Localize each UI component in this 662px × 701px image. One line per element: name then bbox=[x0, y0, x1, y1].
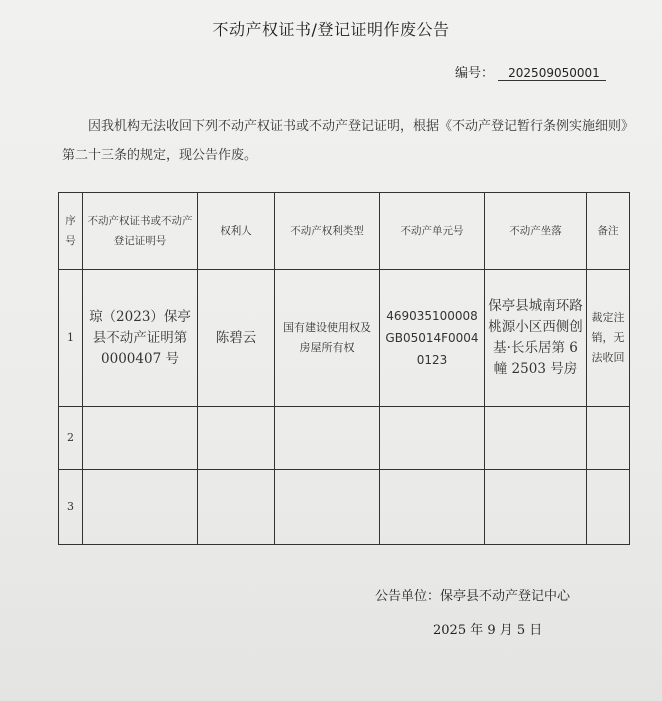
cell-remark bbox=[587, 407, 630, 470]
intro-paragraph: 因我机构无法收回下列不动产权证书或不动产登记证明，根据《不动产登记暂行条例实施细则》第二十三条的规定，现公告作废。 bbox=[62, 119, 628, 163]
header-location: 不动产坐落 bbox=[485, 193, 587, 270]
cell-holder bbox=[198, 470, 275, 545]
cell-location bbox=[485, 470, 587, 545]
document-number-value: 202509050001 bbox=[498, 66, 606, 81]
cell-cert-no: 琼（2023）保亭县不动产证明第 0000407 号 bbox=[83, 270, 198, 407]
cell-unit-no bbox=[380, 407, 485, 470]
header-index: 序号 bbox=[59, 193, 83, 270]
cell-right-type: 国有建设使用权及房屋所有权 bbox=[275, 270, 380, 407]
cell-remark: 裁定注销，无法收回 bbox=[587, 270, 630, 407]
header-cert-no: 不动产权证书或不动产登记证明号 bbox=[83, 193, 198, 270]
cell-cert-no bbox=[83, 470, 198, 545]
cell-right-type bbox=[275, 470, 380, 545]
table-row bbox=[59, 270, 630, 407]
cell-unit-no: 469035100008GB05014F00040123 bbox=[380, 270, 485, 407]
cell-index: 2 bbox=[59, 407, 83, 470]
cell-holder bbox=[198, 407, 275, 470]
table-row bbox=[59, 407, 630, 470]
cell-location: 保亭县城南环路桃源小区西侧创基·长乐居第 6 幢 2503 号房 bbox=[485, 270, 587, 407]
table-header-row bbox=[59, 193, 630, 270]
cell-location bbox=[485, 407, 587, 470]
cell-right-type bbox=[275, 407, 380, 470]
document-number-label: 编号： bbox=[455, 66, 495, 81]
document-title: 不动产权证书/登记证明作废公告 bbox=[212, 20, 450, 39]
cell-index: 1 bbox=[59, 270, 83, 407]
cell-cert-no bbox=[83, 407, 198, 470]
issuing-organization: 公告单位：保亭县不动产登记中心 bbox=[375, 589, 571, 604]
cell-unit-no bbox=[380, 470, 485, 545]
cell-index: 3 bbox=[59, 470, 83, 545]
cell-remark bbox=[587, 470, 630, 545]
void-notice-table bbox=[58, 192, 630, 545]
cell-holder: 陈碧云 bbox=[198, 270, 275, 407]
header-remark: 备注 bbox=[587, 193, 630, 270]
header-unit-no: 不动产单元号 bbox=[380, 193, 485, 270]
document-number bbox=[455, 62, 606, 81]
issue-date: 2025 年 9 月 5 日 bbox=[433, 623, 543, 638]
header-right-type: 不动产权利类型 bbox=[275, 193, 380, 270]
header-holder: 权利人 bbox=[198, 193, 275, 270]
table-row bbox=[59, 470, 630, 545]
